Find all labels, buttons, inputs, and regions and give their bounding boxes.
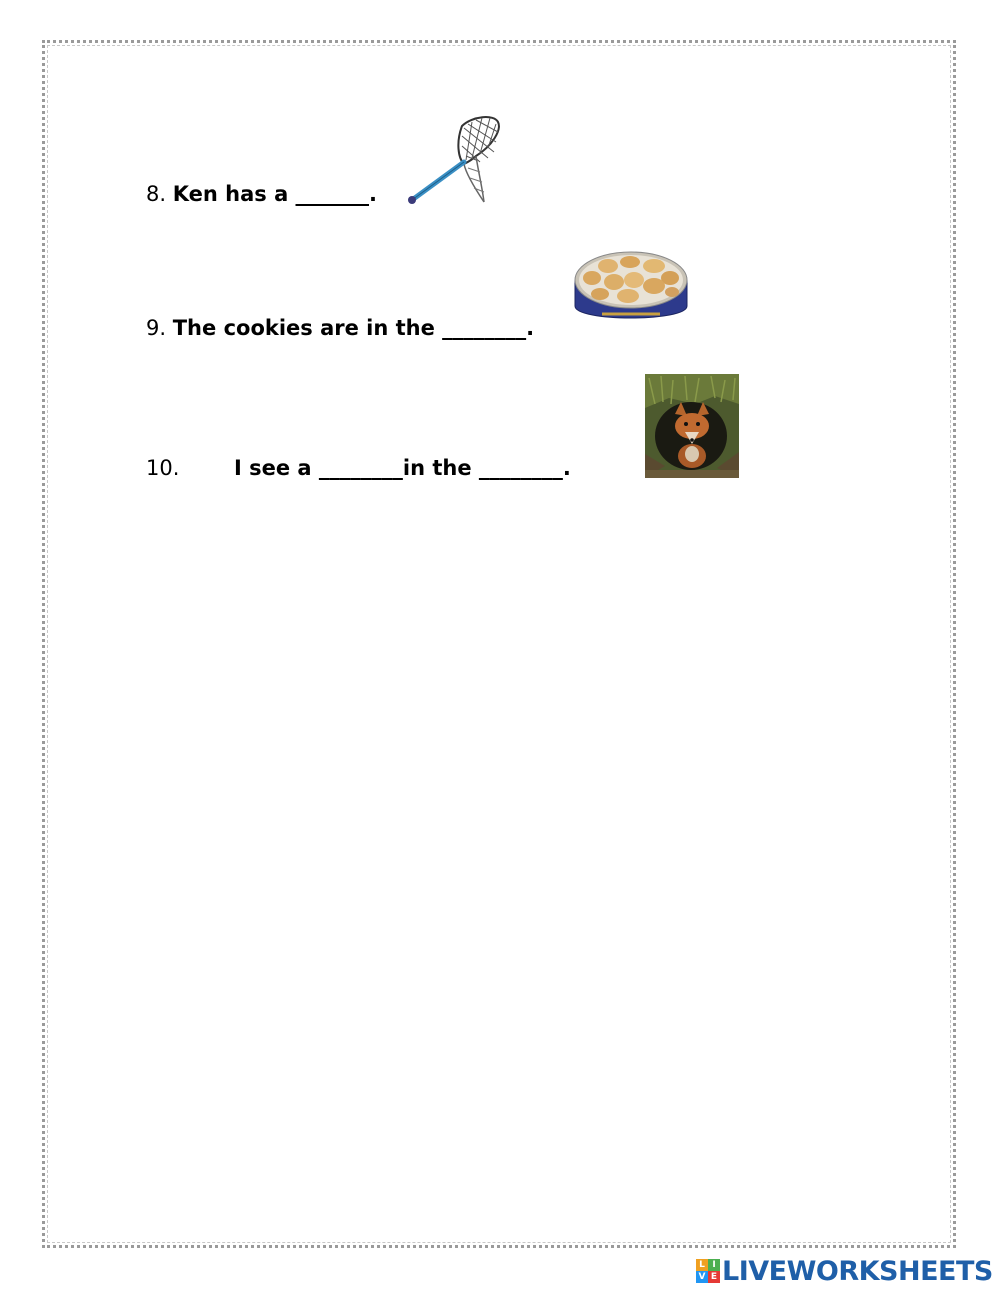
liveworksheets-logo xyxy=(696,1256,993,1286)
logo-block: I xyxy=(708,1259,720,1271)
logo-block: L xyxy=(696,1259,708,1271)
question-9 xyxy=(146,318,534,339)
question-8 xyxy=(146,184,377,205)
brand-name: LIVEWORKSHEETS xyxy=(722,1255,993,1287)
question-text: The cookies are in the ________. xyxy=(172,316,535,340)
cookie-tin-image xyxy=(572,248,690,332)
question-number: 10. xyxy=(146,456,180,480)
question-number: 9. xyxy=(146,316,167,340)
question-10-number xyxy=(146,458,179,479)
logo-blocks-icon xyxy=(696,1259,720,1283)
page-border xyxy=(42,40,956,1248)
logo-block: E xyxy=(708,1271,720,1283)
question-10 xyxy=(234,458,571,479)
question-number: 8. xyxy=(146,182,167,206)
question-text: I see a ________in the ________. xyxy=(234,456,571,480)
question-text: Ken has a _______. xyxy=(172,182,378,206)
fox-in-den-image xyxy=(645,374,739,478)
logo-block: V xyxy=(696,1271,708,1283)
butterfly-net-image xyxy=(406,112,502,208)
